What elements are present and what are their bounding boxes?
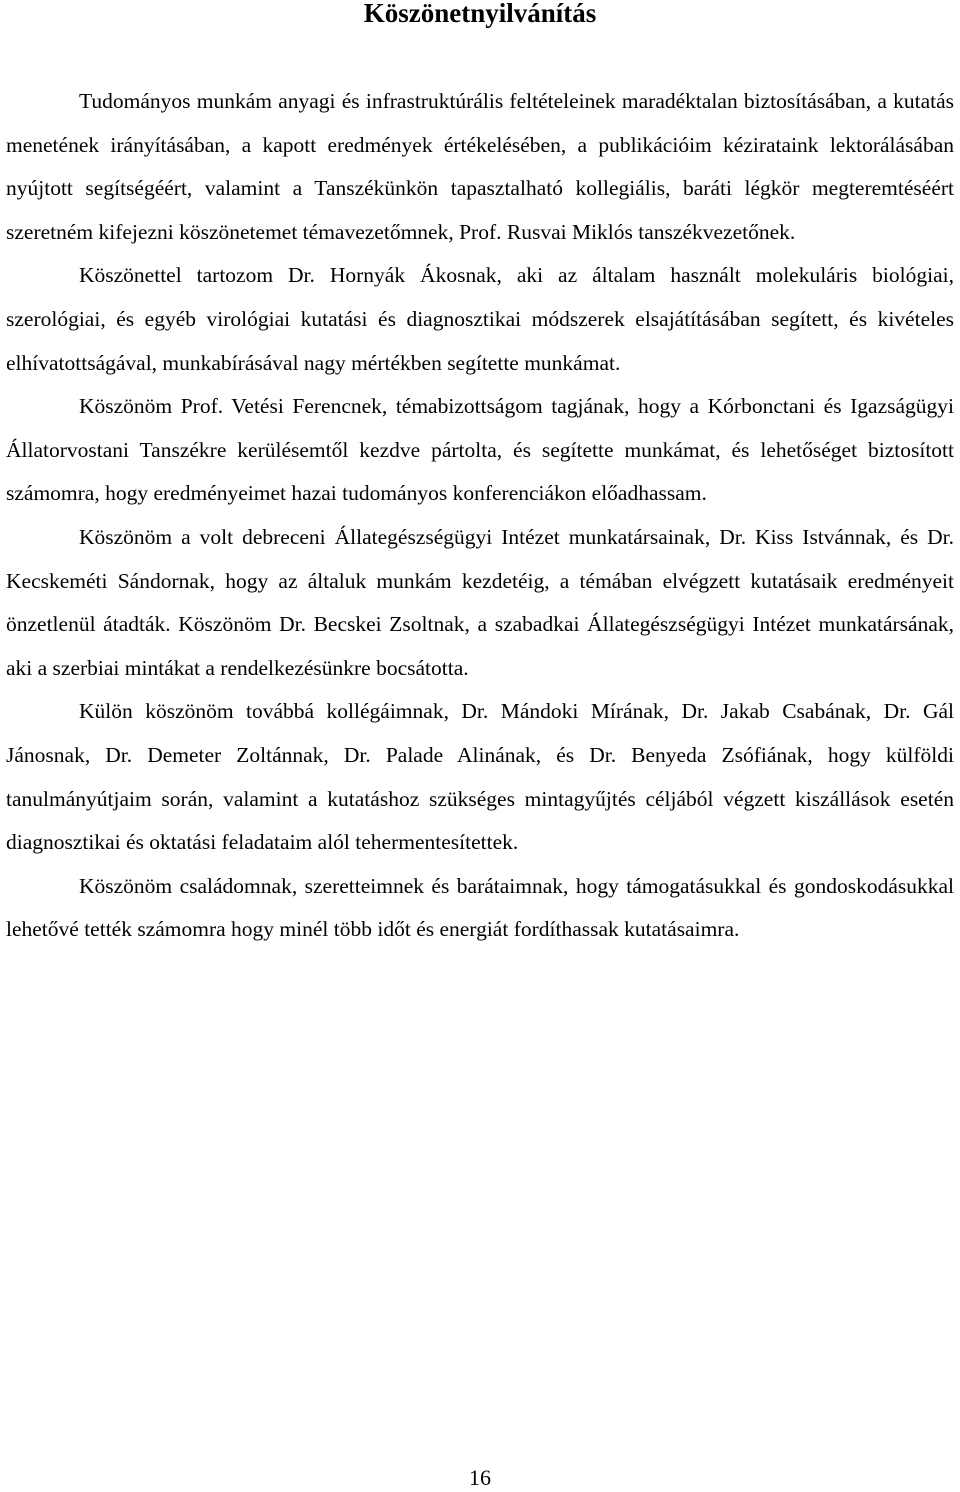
page-number: 16 (469, 1465, 491, 1490)
page-title: Köszönetnyilvánítás (363, 0, 597, 28)
paragraph-hornyak: Köszönettel tartozom Dr. Hornyák Ákosnak, aki az általam használt molekuláris biológiai, szerológiai, és egyéb virológiai kutatási és diagnosztikai módszerek elsajátításában segített, és kivételes elhívatottságával, munkabírásával nagy mértékben segítette munkámat. (6, 263, 954, 375)
paragraph-colleagues: Külön köszönöm továbbá kollégáimnak, Dr. Mándoki Mírának, Dr. Jakab Csabának, Dr. Gál Jánosnak, Dr. Demeter Zoltánnak, Dr. Palade Alinának, és Dr. Benyeda Zsófiának, hogy külföldi tanulmányútjaim során, valamint a kutatáshoz szükséges mintagyűjtés céljából végzett kiszállások esetén diagnosztikai és oktatási feladataim alól tehermentesítettek. (6, 699, 954, 855)
paragraph-vetesi: Köszönöm Prof. Vetési Ferencnek, témabizottságom tagjának, hogy a Kórbonctani és Igazságügyi Állatorvostani Tanszékre kerülésemtől kezdve pártolta, és segítette munkámat, és lehetőséget biztosított számomra, hogy eredményeimet hazai tudományos konferenciákon előadhassam. (6, 394, 954, 506)
paragraph-supervisor: Tudományos munkám anyagi és infrastruktúrális feltételeinek maradéktalan biztosításában, a kutatás menetének irányításában, a kapott eredmények értékelésében, a publikációim kézirataink lektorálásában nyújtott segítségéért, valamint a Tanszékünkön tapasztalható kollegiális, baráti légkör megteremtéséért szeretném kifejezni köszönetemet témavezetőmnek, Prof. Rusvai Miklós tanszékvezetőnek. (6, 89, 954, 244)
paragraph-family: Köszönöm családomnak, szeretteimnek és barátaimnak, hogy támogatásukkal és gondoskodásukkal lehetővé tették számomra hogy minél több időt és energiát fordíthassak kutatásaimra. (6, 873, 954, 942)
paragraph-debrecen-institute: Köszönöm a volt debreceni Állategészségügyi Intézet munkatársainak, Dr. Kiss Istvánnak, és Dr. Kecskeméti Sándornak, hogy az általuk munkám kezdetéig, a témában elvégzett kutatásaik eredményeit önzetlenül átadták. Köszönöm Dr. Becskei Zsoltnak, a szabadkai Állategészségügyi Intézet munkatársának, aki a szerbiai mintákat a rendelkezésünkre bocsátotta. (6, 524, 954, 680)
body-text (6, 80, 954, 952)
